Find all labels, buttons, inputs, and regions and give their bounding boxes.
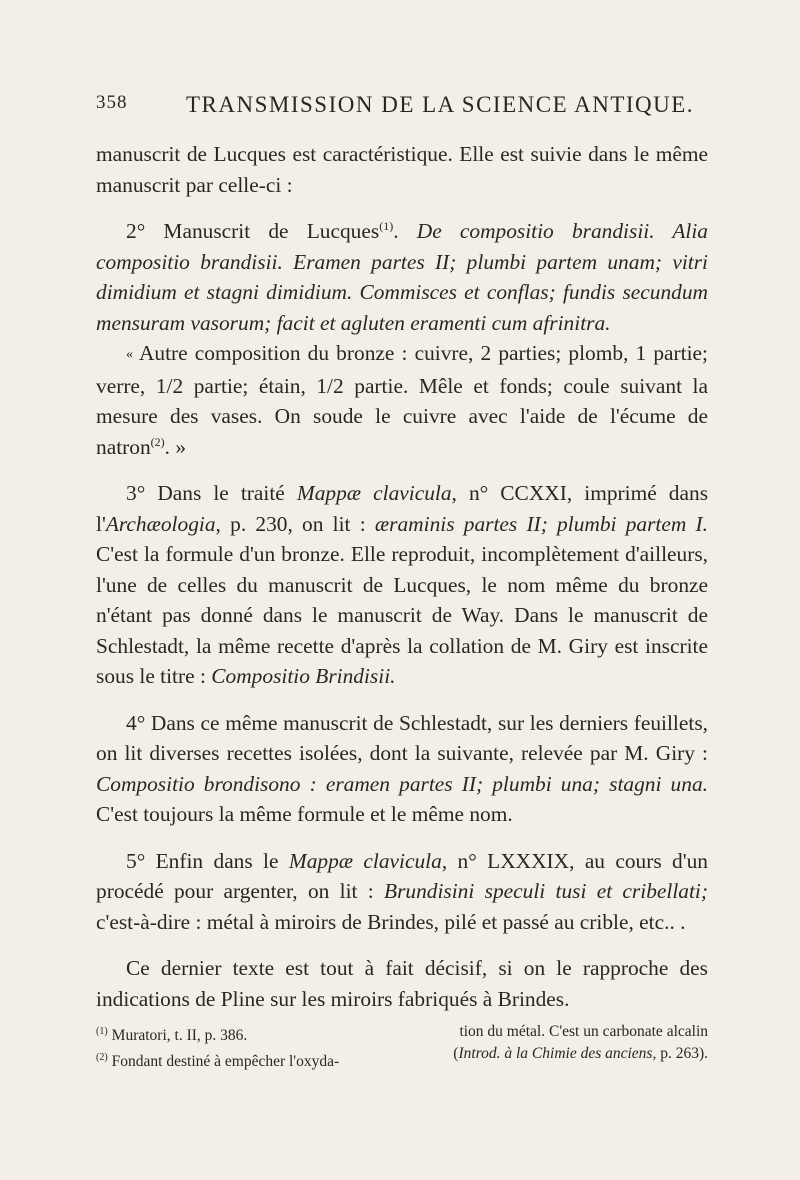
item-2-punct: . (393, 219, 417, 243)
footnote-2-text: Fondant destiné à empêcher l'oxyda- (111, 1053, 340, 1070)
footnote-ref-2: (2) (150, 434, 165, 449)
item-5-text-a: 5° Enfin dans le (126, 848, 289, 873)
latin-recipe-lucca: De compositio brandisii. Alia compositio brandisii. Eramen partes II; plumbi partem unam; vitri dimidium et stagni dimidium. Commisces et conflas; fundis secundum mensuram vasorum; facit et agluten eramenti cum afrinitra. (96, 219, 708, 335)
footnote-2-paren: ( (453, 1045, 459, 1062)
footnotes-left-column (96, 1021, 396, 1073)
footnote-2 (96, 1047, 396, 1073)
footnote-2-mark: (2) (96, 1052, 108, 1063)
paragraph-translation (96, 338, 708, 462)
item-3-text-d: C'est la formule d'un bronze. Elle reproduit, incomplètement d'ailleurs, l'une de celles du manuscrit de Lucques, le nom même du bronze n'étant pas donné dans le manuscrit de Way. Dans le manuscrit de Schlestadt, la même recette d'après la collation de M. Giry est inscrite sous le titre : (96, 542, 708, 688)
footnote-2-page: , p. 263). (652, 1045, 708, 1062)
paragraph-item-4 (96, 708, 708, 830)
item-5-text-b: , n° LXXXIX, au cours d'un procédé pour argenter, on lit : (96, 848, 709, 903)
paragraph-item-5 (96, 846, 708, 938)
item-4-text-b: C'est toujours la même formule et le même nom. (96, 802, 513, 826)
body-text (96, 139, 708, 1014)
paragraph-item-3 (96, 478, 708, 692)
footnote-1-text: Muratori, t. II, p. 386. (111, 1027, 248, 1044)
paragraph-conclusion: Ce dernier texte est tout à fait décisif, si on le rapproche des indications de Pline sur les miroirs fabriqués à Brindes. (96, 956, 708, 1011)
item-5-latin: Brundisini speculi tusi et cribellati; (384, 879, 708, 903)
item-3-latin: æraminis partes II; plumbi partem I. (374, 511, 708, 536)
item-3-text-b: , n° CCXXI, imprimé dans l' (96, 481, 709, 536)
close-quote: . » (164, 434, 187, 459)
translation-text: Autre composition du bronze : cuivre, 2 parties; plomb, 1 partie; verre, 1/2 partie; étain, 1/2 partie. Mêle et fonds; coule suivant la mesure des vases. On soude le cuivre avec l'aide de l'écume de natron (96, 341, 708, 459)
item-3-text-a: 3° Dans le traité (126, 481, 297, 505)
footnote-2-continuation-b (408, 1043, 708, 1065)
footnote-ref-1: (1) (379, 219, 394, 233)
item-3-title-archaeologia: Archæologia (105, 511, 216, 536)
paragraph-item-2 (96, 216, 708, 338)
item-4-latin: Compositio brondisono : eramen partes II; plumbi una; stagni una. (96, 771, 708, 796)
footnote-2-book-title: Introd. à la Chimie des anciens (458, 1045, 653, 1062)
footnotes-right-column (408, 1021, 708, 1073)
item-3-title-mappae: Mappæ clavicula (296, 481, 452, 505)
item-4-text-a: 4° Dans ce même manuscrit de Schlestadt, sur les derniers feuillets, on lit diverses recettes isolées, dont la suivante, relevée par M. Giry : (96, 710, 708, 765)
running-title: TRANSMISSION DE LA SCIENCE ANTIQUE. (186, 92, 695, 117)
footnote-1-mark: (1) (96, 1026, 108, 1037)
open-quote: « (126, 347, 133, 362)
running-header (96, 92, 708, 124)
footnote-2-continuation-a: tion du métal. C'est un carbonate alcalin (459, 1023, 708, 1040)
item-3-title-brindisii: Compositio Brindisii. (211, 664, 396, 688)
paragraph-continuation: manuscrit de Lucques est caractéristique. Elle est suivie dans le même manuscrit par celle-ci : (96, 142, 708, 197)
page-number: 358 (96, 92, 128, 113)
item-3-text-c: , p. 230, on lit : (215, 511, 375, 536)
item-5-text-c: c'est-à-dire : métal à miroirs de Brindes, pilé et passé au crible, etc.. . (96, 909, 686, 934)
footnote-1 (96, 1021, 396, 1047)
item-5-title-mappae: Mappæ clavicula (288, 848, 442, 873)
footnotes (96, 1021, 708, 1073)
item-2-label: 2° Manuscrit de Lucques (126, 219, 380, 243)
